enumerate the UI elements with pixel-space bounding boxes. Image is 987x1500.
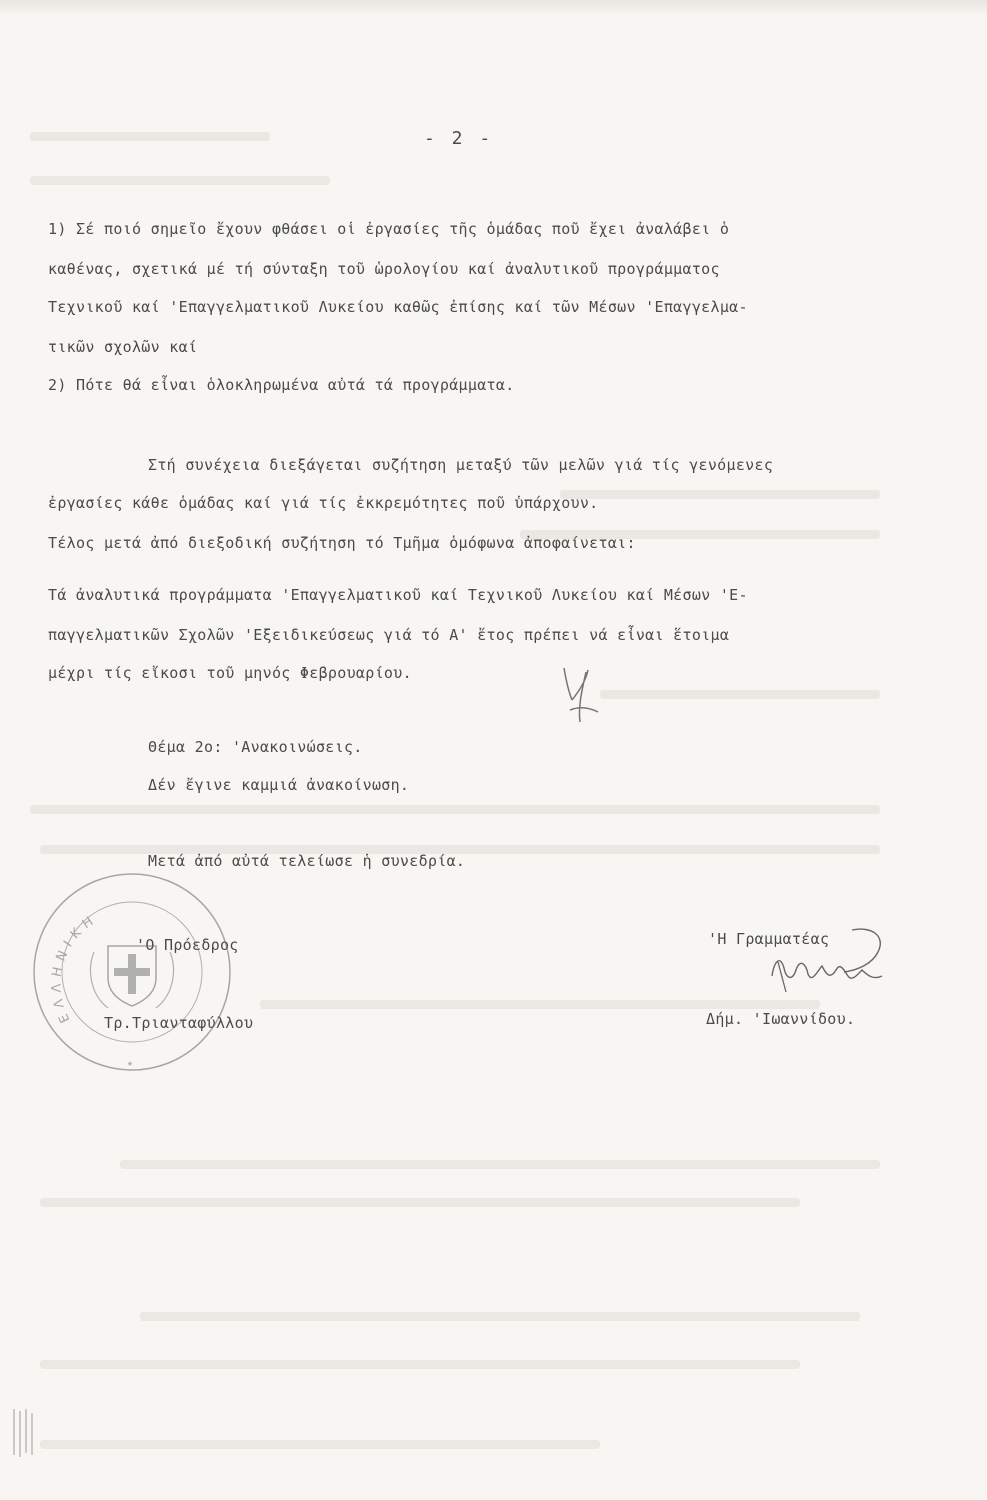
text-line: Τέλος μετά ἀπό διεξοδική συζήτηση τό Τμῆμα ὁμόφωνα ἀποφαίνεται:: [48, 534, 636, 552]
bleed-through: [30, 132, 270, 141]
official-seal: [30, 870, 235, 1075]
president-name: Τρ.Τριανταφύλλου: [104, 1014, 254, 1032]
bleed-through: [30, 805, 880, 814]
bleed-through: [260, 1000, 820, 1009]
president-label: 'Ο Πρόεδρος: [136, 936, 239, 954]
bleed-through: [40, 1198, 800, 1207]
text-line: 1) Σέ ποιό σημεῖο ἔχουν φθάσει οἱ ἐργασίες τῆς ὁμάδας ποῦ ἔχει ἀναλάβει ὁ: [48, 220, 730, 238]
initials-signature: [556, 660, 616, 730]
bleed-through: [560, 490, 880, 499]
secretary-signature: [740, 918, 900, 1010]
scan-edge: [0, 0, 987, 16]
text-line: ἐργασίες κάθε ὁμάδας καί γιά τίς ἐκκρεμότητες ποῦ ὑπάρχουν.: [48, 494, 599, 512]
svg-text:ΕΛΛΗΝΙΚΗ: [49, 911, 101, 1025]
margin-mark: [10, 1405, 38, 1461]
text-line: μέχρι τίς εἴκοσι τοῦ μηνός Φεβρουαρίου.: [48, 664, 412, 682]
svg-text:★: ★: [126, 1058, 134, 1069]
secretary-name: Δήμ. 'Ιωαννίδου.: [706, 1010, 856, 1028]
text-line: Τεχνικοῦ καί 'Επαγγελματικοῦ Λυκείου καθῶς ἐπίσης καί τῶν Μέσων 'Επαγγελμα-: [48, 298, 748, 316]
text-line: παγγελματικῶν Σχολῶν 'Εξειδικεύσεως γιά τό Α' ἔτος πρέπει νά εἶναι ἕτοιμα: [48, 626, 730, 644]
seal-text: ΕΛΛΗΝΙΚΗ: [49, 910, 102, 1025]
secretary-label: 'Η Γραμματέας: [708, 930, 830, 948]
coat-of-arms-icon: [90, 946, 173, 1008]
text-line: τικῶν σχολῶν καί: [48, 338, 198, 356]
bleed-through: [120, 1160, 880, 1169]
bleed-through: [600, 690, 880, 699]
text-line: Τά ἀναλυτικά προγράμματα 'Επαγγελματικοῦ καί Τεχνικοῦ Λυκείου καί Μέσων 'Ε-: [48, 586, 748, 604]
text-line: Δέν ἔγινε καμμιά ἀνακοίνωση.: [148, 776, 410, 794]
topic-heading: Θέμα 2ο: 'Ανακοινώσεις.: [148, 738, 363, 756]
closing-line: Μετά ἀπό αὐτά τελείωσε ἡ συνεδρία.: [148, 852, 466, 870]
text-line: 2) Πότε θά εἶναι ὁλοκληρωμένα αὐτά τά προγράμματα.: [48, 376, 515, 394]
page-number: - 2 -: [424, 128, 494, 149]
bleed-through: [40, 1440, 600, 1449]
text-line: καθένας, σχετικά μέ τή σύνταξη τοῦ ὡρολογίου καί ἀναλυτικοῦ προγράμματος: [48, 260, 720, 278]
bleed-through: [30, 176, 330, 185]
bleed-through: [40, 1360, 800, 1369]
text-line: Στή συνέχεια διεξάγεται συζήτηση μεταξύ τῶν μελῶν γιά τίς γενόμενες: [148, 456, 774, 474]
bleed-through: [140, 1312, 860, 1321]
